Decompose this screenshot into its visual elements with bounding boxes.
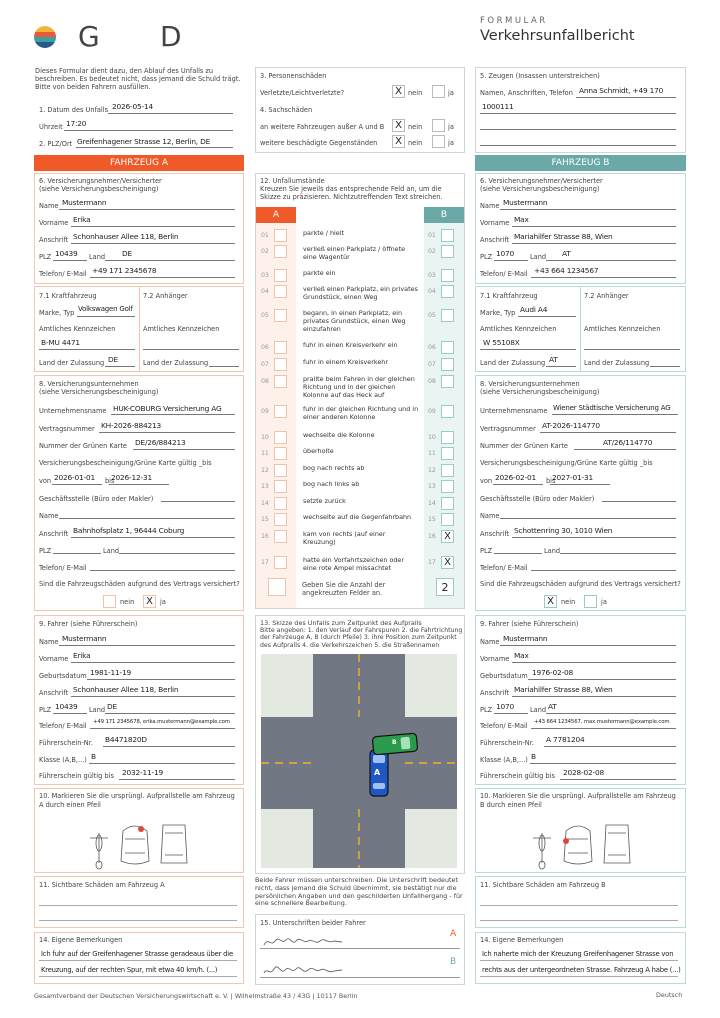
s12-row-text: prallte beim Fahren in der gleichen Richtung und in der gleichen Kolonne auf das Heck auf — [303, 375, 415, 399]
b-insured-yes-checkbox[interactable] — [584, 595, 597, 608]
s12-row-number-a: 03 — [261, 272, 269, 279]
car-a-label: A — [374, 768, 381, 777]
s12-checkbox-a-08[interactable] — [274, 375, 287, 388]
b-plz[interactable]: 1070 — [496, 249, 515, 258]
s12-row-text: fuhr in der gleichen Richtung und in einer anderen Kolonne — [303, 405, 419, 421]
s12-row-number-a: 13 — [261, 483, 269, 490]
vehicle-b-header: FAHRZEUG B — [475, 155, 686, 171]
s12-checkbox-a-10[interactable] — [274, 431, 287, 444]
s12-checkbox-a-12[interactable] — [274, 464, 287, 477]
a-insured-no-checkbox[interactable] — [103, 595, 116, 608]
a-land[interactable]: DE — [122, 249, 132, 258]
signature-note: Beide Fahrer müssen unterschreiben. Die Unterschrift bedeutet nicht, dass jemand die Schuld übernimmt, sie bestätigt nur die persönlichen Angaben und den geschilderten Unfallhergang - für eine schnellere Bearbeitung. — [255, 876, 463, 908]
a-driver-anschrift[interactable]: Schonhauser Allee 118, Berlin — [73, 685, 179, 694]
s3-title: 3. Personenschäden — [260, 72, 327, 80]
s12-row-number-b: 16 — [428, 533, 436, 540]
b-gueltig-bis[interactable]: 2027-01-31 — [552, 473, 593, 482]
section-5-witnesses: 5. Zeugen (Insassen unterstreichen) Namen, Anschriften, Telefon Anna Schmidt, +49 170 1000111 — [475, 67, 686, 153]
b-tel[interactable]: +43 664 1234567 — [534, 266, 599, 275]
s12-checkbox-b-14[interactable] — [441, 497, 454, 510]
a-driver-vorname[interactable]: Erika — [73, 651, 91, 660]
vehicle-a-header: FAHRZEUG A — [34, 155, 244, 171]
a-section-6: 6. Versicherungsnehmer/Versicherter (siehe Versicherungsbescheinigung) Name Mustermann Vorname Erika Anschrift Schonhauser Allee 118, Berlin PLZ 10439 Land DE Telefon/ E-Mail +49 171 2345678 — [34, 173, 244, 284]
s12-checkbox-b-11[interactable] — [441, 447, 454, 460]
s12-checkbox-b-13[interactable] — [441, 480, 454, 493]
place-label: 2. PLZ/Ort — [39, 140, 73, 148]
s12-checkbox-b-15[interactable] — [441, 513, 454, 526]
s12-checkbox-a-06[interactable] — [274, 341, 287, 354]
witness-value-1[interactable]: Anna Schmidt, +49 170 — [579, 86, 664, 95]
s12-row-number-a: 16 — [261, 533, 269, 540]
date-label: 1. Datum des Unfalls — [39, 106, 109, 114]
s12-row-text: wechselte die Kolonne — [303, 431, 375, 439]
a-tel[interactable]: +49 171 2345678 — [92, 266, 157, 275]
s12-row-number-a: 04 — [261, 288, 269, 295]
s12-row-number-b: 01 — [428, 232, 436, 239]
s12-row-number-a: 06 — [261, 344, 269, 351]
b-land[interactable]: AT — [562, 249, 571, 258]
s12-row-text: wechselte auf die Gegenfahrbahn — [303, 513, 412, 521]
s12-row-number-b: 05 — [428, 312, 436, 319]
s12-checkbox-a-17[interactable] — [274, 556, 287, 569]
page-title: Verkehrsunfallbericht — [480, 28, 635, 44]
a-driver-geb[interactable]: 1981-11-19 — [90, 668, 131, 677]
s12-row-number-a: 02 — [261, 248, 269, 255]
s12-row-number-a: 01 — [261, 232, 269, 239]
s12-checkbox-b-01[interactable] — [441, 229, 454, 242]
s12-checkbox-b-08[interactable] — [441, 375, 454, 388]
b-vorname[interactable]: Max — [514, 215, 529, 224]
b-section-9: 9. Fahrer (siehe Führerschein) Name Mustermann Vorname Max Geburtsdatum 1976-02-08 Anschrift Mariahilfer Strasse 88, Wien PLZ 1070 Land AT Telefon/ E-Mail +43 664 1234567, max.mustermann@example.com Führerschein-Nr. A 7781204 Klasse (A,B,...) B Führerschein gültig bis 2028-02-08 — [475, 615, 686, 785]
s12-row-number-b: 17 — [428, 559, 436, 566]
s12-row-text: fuhr in einem Kreisverkehr — [303, 358, 388, 366]
s4-q1-no-checkbox[interactable]: X — [392, 119, 405, 132]
sign-a-label: A — [450, 929, 457, 939]
b-driver-geb[interactable]: 1976-02-08 — [532, 668, 573, 677]
b-driver-anschrift[interactable]: Mariahilfer Strasse 88, Wien — [514, 685, 613, 694]
s12-checkbox-a-14[interactable] — [274, 497, 287, 510]
s12-checkbox-b-16[interactable]: X — [441, 530, 454, 543]
section-12-circumstances: 12. Unfallumstände Kreuzen Sie jeweils das entsprechende Feld an, um die Skizze zu präzisieren. Nichtzutreffenden Text streichen. — [255, 173, 465, 609]
a-section-14: 14. Eigene Bemerkungen Ich fuhr auf der Greifenhagener Strasse geradeaus über die Kreuzung, auf der rechten Spur, mit etwa 40 km/h. (...) — [34, 932, 244, 984]
a-section-10: 10. Markieren Sie die ursprüngl. Aufprallstelle am Fahrzeug A durch einen Pfeil — [34, 788, 244, 873]
a-section-11: 11. Sichtbare Schäden am Fahrzeug A — [34, 876, 244, 928]
footer-language: Deutsch — [656, 991, 683, 999]
b-driver-name[interactable]: Mustermann — [503, 634, 548, 643]
s12-row-text: hatte ein Vorfahrtszeichen oder eine rote Ampel missachtet — [303, 556, 404, 572]
s12-row-text: parkte ein — [303, 269, 336, 277]
s12-row-number-a: 10 — [261, 434, 269, 441]
a-driver-name[interactable]: Mustermann — [62, 634, 107, 643]
s12-checkbox-a-05[interactable] — [274, 309, 287, 322]
a-gueltig-von[interactable]: 2026-01-01 — [54, 473, 95, 482]
time-value[interactable]: 17:20 — [66, 119, 87, 128]
s12-row-number-a: 05 — [261, 312, 269, 319]
s12-checkbox-a-04[interactable] — [274, 285, 287, 298]
b-driver-fs[interactable]: A 7781204 — [546, 735, 585, 744]
a-section-7: 7.1 Kraftfahrzeug 7.2 Anhänger Marke, Typ Volkswagen Golf Amtliches Kennzeichen Amtliches Kennzeichen B-MU 4471 Land der Zulassung DE Land der Zulassung — [34, 286, 244, 372]
b-gruene-karte[interactable]: AT/26/114770 — [603, 438, 653, 447]
s12-checkbox-b-04[interactable] — [441, 285, 454, 298]
s12-checkbox-a-02[interactable] — [274, 245, 287, 258]
s12-row-number-a: 07 — [261, 361, 269, 368]
a-driver-land[interactable]: DE — [107, 702, 117, 711]
sign-b-label: B — [450, 957, 457, 967]
s12-row-number-b: 11 — [428, 450, 436, 457]
s12-checkbox-b-06[interactable] — [441, 341, 454, 354]
footer-address: Gesamtverband der Deutschen Versicherungswirtschaft e. V. | Wilhelmstraße 43 / 43G | 10117 Berlin — [34, 992, 358, 1000]
signature-b[interactable] — [262, 964, 346, 978]
a-gs-anschrift[interactable]: Bahnhofsplatz 1, 96444 Coburg — [73, 526, 185, 535]
a-marke[interactable]: Volkswagen Golf — [78, 305, 133, 313]
a-section-8: 8. Versicherungsunternehmen (siehe Versicherungsbescheinigung) Unternehmensname HUK-COBURG Versicherung AG Vertragsnummer KH-2026-884213 Nummer der Grünen Karte DE/26/884213 Versicherungsbescheinigung/Grüne Karte gültig _bis von 2026-01-01 bis 2026-12-31 Geschäftsstelle (Büro oder Makler) Name Anschrift Bahnhofsplatz 1, 96444 Coburg PLZ Land Telefon/ E-Mail Sind die Fahrzeugschäden aufgrund des Vertrags versichert? nein X ja — [34, 375, 244, 611]
b-marke[interactable]: Audi A4 — [520, 305, 548, 314]
s12-row-number-b: 06 — [428, 344, 436, 351]
s12-row-text: bog nach rechts ab — [303, 464, 365, 472]
b-vertragsnummer[interactable]: AT-2026-114770 — [542, 421, 600, 430]
s12-checkbox-b-12[interactable] — [441, 464, 454, 477]
b-kennzeichen[interactable]: W 55108X — [483, 338, 520, 347]
s12-count-a[interactable] — [268, 578, 286, 596]
b-driver-plz[interactable]: 1070 — [496, 702, 515, 711]
section-13-sketch: 13. Skizze des Unfalls zum Zeitpunkt des Aufpralls Bitte angeben: 1. den Verlauf der Fahrspuren 2. die Fahrtrichtung der Fahrzeuge A, B (durch Pfeile) 3. ihre Position zum Zeitpunkt des Aufpralls 4. die Verkehrszeichen 5. die Straßennamen — [255, 615, 465, 874]
s12-row-text: setzte zurück — [303, 497, 346, 505]
s12-row-number-b: 15 — [428, 516, 436, 523]
s4-title: 4. Sachschäden — [260, 106, 313, 114]
s12-row-number-b: 03 — [428, 272, 436, 279]
witness-value-2[interactable]: 1000111 — [482, 102, 514, 111]
s12-checkbox-a-11[interactable] — [274, 447, 287, 460]
s12-row-number-b: 04 — [428, 288, 436, 295]
b-driver-land[interactable]: AT — [548, 702, 557, 711]
s12-row-text: begann, in einen Parkplatz, ein privates Grundstück, einen Weg einzufahren — [303, 309, 406, 333]
a-versicherer[interactable]: HUK-COBURG Versicherung AG — [113, 404, 222, 413]
s12-checkbox-b-02[interactable] — [441, 245, 454, 258]
car-b-label: B — [392, 739, 397, 746]
s4-q2-yes-checkbox[interactable] — [432, 135, 445, 148]
b-insured-no-checkbox[interactable]: X — [544, 595, 557, 608]
b-name[interactable]: Mustermann — [503, 198, 548, 207]
vehicle-diagram-a[interactable] — [85, 811, 195, 871]
s3-question: Verletzte/Leichtverletzte? — [260, 89, 345, 97]
a-anschrift[interactable]: Schonhauser Allee 118, Berlin — [73, 232, 179, 241]
s3-no-checkbox[interactable]: X — [392, 85, 405, 98]
s12-row-number-a: 08 — [261, 378, 269, 385]
a-driver-plz[interactable]: 10439 — [55, 702, 78, 711]
b-section-14: 14. Eigene Bemerkungen Ich naherte mich der Kreuzung Greifenhagener Strasse von rechts aus der untergeordneten Strasse. Fahrzeug A habe (...) — [475, 932, 686, 984]
s12-row-text: verließ einen Parkplatz / öffnete eine Wagentür — [303, 245, 406, 261]
signature-a[interactable] — [262, 935, 346, 949]
a-remarks-2[interactable]: Kreuzung, auf der rechten Spur, mit etwa 40 km/h. (...) — [41, 966, 218, 974]
s12-checkbox-a-16[interactable] — [274, 530, 287, 543]
s12-row-number-b: 07 — [428, 361, 436, 368]
b-section-7: 7.1 Kraftfahrzeug 7.2 Anhänger Marke, Typ Audi A4 Amtliches Kennzeichen Amtliches Kennzeichen W 55108X Land der Zulassung AT Land der Zulassung — [475, 286, 686, 372]
a-vertragsnummer[interactable]: KH-2026-884213 — [101, 421, 161, 430]
s12-checkbox-b-03[interactable] — [441, 269, 454, 282]
s12-header-a: A — [256, 207, 296, 223]
s12-row-number-b: 09 — [428, 408, 436, 415]
a-name[interactable]: Mustermann — [62, 198, 107, 207]
b-driver-fsg[interactable]: 2028-02-08 — [563, 768, 604, 777]
b-driver-tel[interactable]: +43 664 1234567, max.mustermann@example.com — [534, 719, 670, 725]
time-label: Uhrzeit — [39, 123, 63, 131]
b-section-8: 8. Versicherungsunternehmen (siehe Versicherungsbescheinigung) Unternehmensname Wiener Städtische Versicherung AG Vertragsnummer AT-2026-114770 Nummer der Grünen Karte AT/26/114770 Versicherungsbescheinigung/Grüne Karte gültig _bis von 2026-02-01 bis 2027-01-31 Geschäftsstelle (Büro oder Makler) Name Anschrift Schottenring 30, 1010 Wien PLZ Land Telefon/ E-Mail Sind die Fahrzeugschäden aufgrund des Vertrags versichert? X nein ja — [475, 375, 686, 611]
s12-row-text: parkte / hielt — [303, 229, 344, 237]
s12-row-number-b: 08 — [428, 378, 436, 385]
s12-row-text: verließ einen Parkplatz, ein privates Grundstück, einen Weg — [303, 285, 418, 301]
a-section-9: 9. Fahrer (siehe Führerschein) Name Mustermann Vorname Erika Geburtsdatum 1981-11-19 Anschrift Schonhauser Allee 118, Berlin PLZ 10439 Land DE Telefon/ E-Mail +49 171 2345678, erika.mustermann@example.com Führerschein-Nr. B4471820D Klasse (A,B,...) B Führerschein gültig bis 2032-11-19 — [34, 615, 244, 785]
section-15-signatures: 15. Unterschriften beider Fahrer A B — [255, 914, 465, 985]
s12-row-number-a: 14 — [261, 500, 269, 507]
date-value[interactable]: 2026-05-14 — [112, 102, 153, 111]
b-section-11: 11. Sichtbare Schäden am Fahrzeug B — [475, 876, 686, 928]
accident-sketch[interactable] — [261, 654, 457, 868]
s12-checkbox-a-13[interactable] — [274, 480, 287, 493]
s12-checkbox-a-01[interactable] — [274, 229, 287, 242]
b-gs-anschrift[interactable]: Schottenring 30, 1010 Wien — [514, 526, 613, 535]
s12-row-number-b: 13 — [428, 483, 436, 490]
b-anschrift[interactable]: Mariahilfer Strasse 88, Wien — [514, 232, 613, 241]
a-driver-fsg[interactable]: 2032-11-19 — [122, 768, 163, 777]
b-section-10: 10. Markieren Sie die ursprüngl. Aufprallstelle am Fahrzeug B durch einen Pfeil — [475, 788, 686, 873]
s12-row-number-a: 09 — [261, 408, 269, 415]
s12-header-b: B — [424, 207, 464, 223]
s12-row-text: fuhr in einen Kreisverkehr ein — [303, 341, 398, 349]
s12-checkbox-a-07[interactable] — [274, 358, 287, 371]
s12-row-number-a: 11 — [261, 450, 269, 457]
s4-q2-no-checkbox[interactable]: X — [392, 135, 405, 148]
intro-text: Dieses Formular dient dazu, den Ablauf des Unfalls zu beschreiben. Es bedeutet nicht, dass jemand die Schuld trägt. Bitte von beiden Fahrern ausfüllen. — [35, 67, 241, 92]
s12-checkbox-b-07[interactable] — [441, 358, 454, 371]
place-value[interactable]: Greifenhagener Strasse 12, Berlin, DE — [77, 137, 211, 146]
s12-checkbox-b-10[interactable] — [441, 431, 454, 444]
b-zulassung[interactable]: AT — [549, 355, 558, 364]
b-versicherer[interactable]: Wiener Städtische Versicherung AG — [553, 404, 671, 412]
a-insured-yes-checkbox[interactable]: X — [143, 595, 156, 608]
b-remarks-2[interactable]: rechts aus der untergeordneten Strasse. Fahrzeug A habe (...) — [482, 966, 681, 974]
s12-row-number-a: 17 — [261, 559, 269, 566]
s12-checkbox-a-15[interactable] — [274, 513, 287, 526]
s12-row-number-b: 14 — [428, 500, 436, 507]
vehicle-diagram-b[interactable] — [528, 811, 638, 871]
s12-row-text: bog nach links ab — [303, 480, 360, 488]
a-kennzeichen[interactable]: B-MU 4471 — [41, 338, 80, 347]
form-label: FORMULAR — [480, 16, 548, 26]
s12-row-text: kam von rechts (auf einer Kreuzung) — [303, 530, 386, 546]
b-remarks-1[interactable]: Ich naherte mich der Kreuzung Greifenhagener Strasse von — [482, 950, 674, 958]
a-driver-fs[interactable]: B4471820D — [105, 735, 147, 744]
s12-row-number-b: 02 — [428, 248, 436, 255]
s12-row-number-a: 12 — [261, 467, 269, 474]
s12-row-number-a: 15 — [261, 516, 269, 523]
s12-checkbox-b-09[interactable] — [441, 405, 454, 418]
b-section-6: 6. Versicherungsnehmer/Versicherter (siehe Versicherungsbescheinigung) Name Mustermann Vorname Max Anschrift Mariahilfer Strasse 88, Wien PLZ 1070 Land AT Telefon/ E-Mail +43 664 1234567 — [475, 173, 686, 284]
s3-yes-checkbox[interactable] — [432, 85, 445, 98]
b-gueltig-von[interactable]: 2026-02-01 — [495, 473, 536, 482]
a-driver-klasse[interactable]: B — [91, 752, 96, 761]
s12-row-number-b: 12 — [428, 467, 436, 474]
section-3-4: 3. Personenschäden Verletzte/Leichtverletzte? X nein ja 4. Sachschäden an weitere Fahrzeugen außer A und B X nein ja weitere beschädigte Gegenständen X nein ja — [255, 67, 465, 153]
logo-letter-g: G — [78, 20, 100, 53]
a-zulassung[interactable]: DE — [108, 355, 118, 364]
a-gruene-karte[interactable]: DE/26/884213 — [135, 438, 186, 447]
s4-q1-yes-checkbox[interactable] — [432, 119, 445, 132]
s12-checkbox-a-09[interactable] — [274, 405, 287, 418]
logo-letter-d: D — [160, 20, 182, 53]
a-remarks-1[interactable]: Ich fuhr auf der Greifenhagener Strasse geradeaus über die — [41, 950, 233, 958]
a-driver-tel[interactable]: +49 171 2345678, erika.mustermann@example.com — [93, 719, 230, 725]
b-driver-klasse[interactable]: B — [531, 752, 536, 761]
s12-row-text: überholte — [303, 447, 334, 455]
a-vorname[interactable]: Erika — [73, 215, 91, 224]
s12-checkbox-b-05[interactable] — [441, 309, 454, 322]
s12-row-number-b: 10 — [428, 434, 436, 441]
s12-checkbox-b-17[interactable]: X — [441, 556, 454, 569]
s12-checkbox-a-03[interactable] — [274, 269, 287, 282]
logo — [34, 26, 56, 48]
a-plz[interactable]: 10439 — [55, 249, 78, 258]
s12-count-b[interactable]: 2 — [436, 578, 454, 596]
s12-count-label: Geben Sie die Anzahl der angekreuzten Felder an. — [302, 581, 386, 598]
a-gueltig-bis[interactable]: 2026-12-31 — [111, 473, 152, 482]
b-driver-vorname[interactable]: Max — [514, 651, 529, 660]
